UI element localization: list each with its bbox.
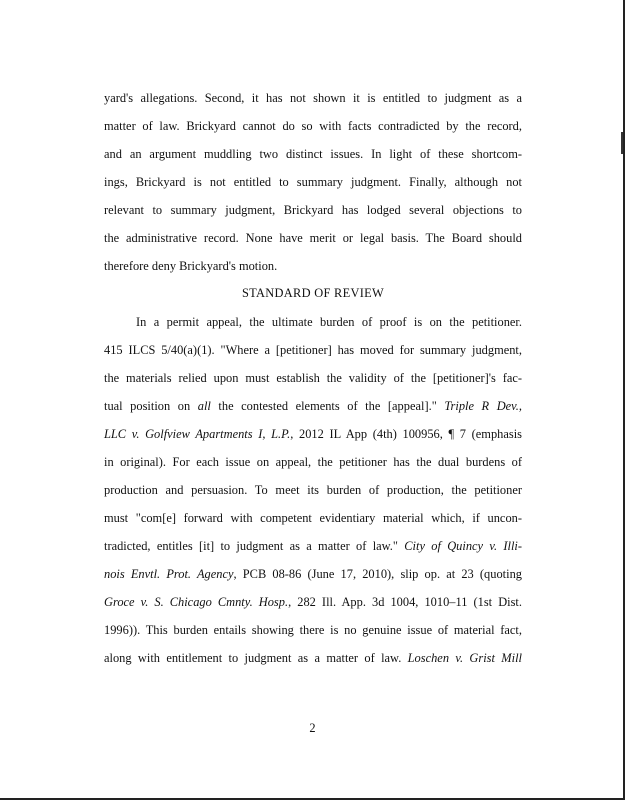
text-run: , 282 Ill. App. 3d 1004, 1010–11 (1st Dist. (288, 595, 522, 609)
text-line: the administrative record. None have merit or legal basis. The Board should (104, 231, 522, 245)
case-citation: LLC v. Golfview Apartments I, L.P. (104, 427, 291, 441)
text-line (104, 567, 522, 581)
text-line: and an argument muddling two distinct issues. In light of these shortcom- (104, 147, 522, 161)
text-run: , PCB 08-86 (June 17, 2010), slip op. at 23 (quoting (233, 567, 522, 581)
text-line: in original). For each issue on appeal, the petitioner has the dual burdens of (104, 455, 522, 469)
text-line: ings, Brickyard is not entitled to summary judgment. Finally, although not (104, 175, 522, 189)
text-line: must "com[e] forward with competent evidentiary material which, if uncon- (104, 511, 522, 525)
text-line: the materials relied upon must establish the validity of the [petitioner]'s fac- (104, 371, 522, 385)
text-line (104, 651, 522, 665)
text-line: In a permit appeal, the ultimate burden of proof is on the petitioner. (136, 315, 522, 329)
text-line (104, 427, 522, 441)
text-line (104, 539, 522, 553)
text-run: tual position on (104, 399, 198, 413)
emphasis-text: all (197, 399, 211, 413)
text-line: production and persuasion. To meet its burden of production, the petitioner (104, 483, 522, 497)
section-heading: STANDARD OF REVIEW (241, 286, 385, 300)
page-number: 2 (309, 721, 316, 735)
text-run: along with entitlement to judgment as a matter of law. (104, 651, 408, 665)
text-run: , 2012 IL App (4th) 100956, ¶ 7 (emphasis (290, 427, 522, 441)
text-line (104, 595, 522, 609)
text-line: matter of law. Brickyard cannot do so with facts contradicted by the record, (104, 119, 522, 133)
scan-edge-mark (621, 132, 623, 154)
case-citation: Loschen v. Grist Mill (407, 651, 522, 665)
text-line (104, 399, 522, 413)
text-line: 415 ILCS 5/40(a)(1). "Where a [petitioner] has moved for summary judgment, (104, 343, 522, 357)
case-citation: nois Envtl. Prot. Agency (104, 567, 234, 581)
text-line: relevant to summary judgment, Brickyard has lodged several objections to (104, 203, 522, 217)
text-run: the contested elements of the [appeal]." (210, 399, 445, 413)
text-run: tradicted, entitles [it] to judgment as a matter of law." (104, 539, 405, 553)
case-citation: Triple R Dev., (444, 399, 522, 413)
text-line: yard's allegations. Second, it has not shown it is entitled to judgment as a (104, 91, 522, 105)
case-citation: City of Quincy v. Illi- (404, 539, 522, 553)
text-line: 1996)). This burden entails showing there is no genuine issue of material fact, (104, 623, 522, 637)
text-line: therefore deny Brickyard's motion. (104, 259, 278, 273)
case-citation: Groce v. S. Chicago Cmnty. Hosp. (104, 595, 289, 609)
